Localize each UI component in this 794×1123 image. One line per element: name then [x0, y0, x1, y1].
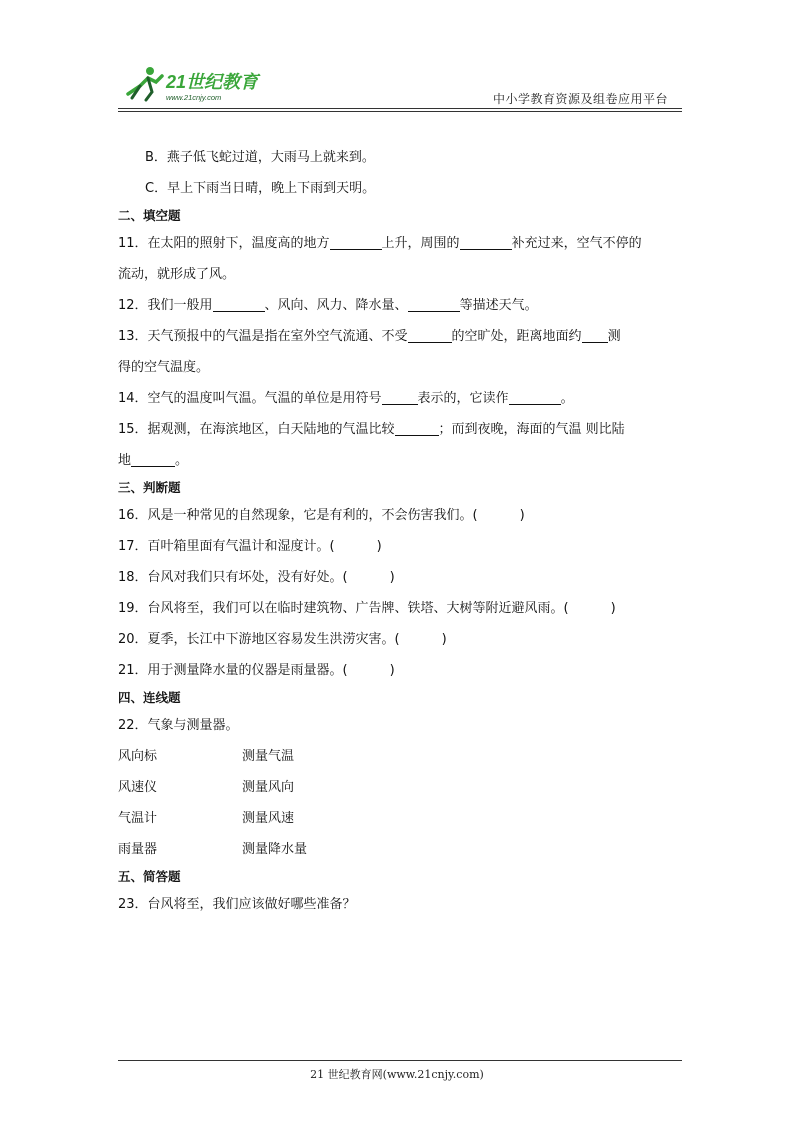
- question-13: 13．天气预报中的气温是指在室外空气流通、不受 的空旷处，距离地面约 测: [118, 329, 621, 344]
- match-right-item[interactable]: 测量气温: [242, 749, 295, 764]
- question-11-cont: 流动，就形成了风。: [118, 267, 236, 282]
- question-22: 22．气象与测量器。: [118, 718, 239, 733]
- question-18: 18．台风对我们只有坏处，没有好处。( ): [118, 570, 395, 585]
- page-footer: 21 世纪教育网(www.21cnjy.com): [310, 1068, 484, 1081]
- question-17: 17．百叶箱里面有气温计和湿度计。( ): [118, 539, 382, 554]
- match-left-item[interactable]: 风速仪: [118, 780, 158, 795]
- answer-blank[interactable]: [131, 451, 175, 467]
- answer-blank[interactable]: [213, 296, 265, 312]
- page-header: [118, 64, 682, 108]
- match-left-item[interactable]: 气温计: [118, 811, 158, 826]
- logo-url: www.21cnjy.com: [166, 93, 222, 102]
- answer-blank[interactable]: [382, 389, 418, 405]
- question-15-cont: 地 。: [118, 453, 189, 468]
- match-left-item[interactable]: 雨量器: [118, 842, 158, 857]
- answer-blank[interactable]: [395, 420, 439, 436]
- answer-blank[interactable]: [408, 327, 452, 343]
- logo-text: 21世纪教育: [166, 72, 259, 92]
- footer-divider: [118, 1060, 682, 1061]
- header-divider: [118, 108, 682, 109]
- logo-21cnjy: [118, 64, 288, 104]
- question-16: 16．风是一种常见的自然现象，它是有利的，不会伤害我们。( ): [118, 508, 525, 523]
- question-14: 14．空气的温度叫气温。气温的单位是用符号 表示的，它读作 。: [118, 391, 574, 406]
- match-right-item[interactable]: 测量风速: [242, 811, 295, 826]
- match-row: [118, 803, 688, 834]
- match-left-item[interactable]: 风向标: [118, 749, 158, 764]
- section-judge: 三、判断题: [118, 480, 181, 495]
- answer-blank[interactable]: [330, 234, 382, 250]
- match-right-item[interactable]: 测量风向: [242, 780, 295, 795]
- match-row: [118, 741, 688, 772]
- question-23: 23．台风将至，我们应该做好哪些准备？: [118, 897, 356, 912]
- match-row: [118, 834, 688, 865]
- match-right-item[interactable]: 测量降水量: [242, 842, 308, 857]
- question-11: 11．在太阳的照射下，温度高的地方 上升，周围的 补充过来，空气不停的: [118, 236, 642, 251]
- header-divider-thin: [118, 111, 682, 112]
- section-fill: 二、填空题: [118, 208, 181, 223]
- answer-blank[interactable]: [460, 234, 512, 250]
- answer-blank[interactable]: [509, 389, 561, 405]
- question-13-cont: 得的空气温度。: [118, 360, 210, 375]
- platform-title: 中小学教育资源及组卷应用平台: [492, 92, 668, 106]
- section-short: 五、简答题: [118, 869, 181, 884]
- option-b: B．燕子低飞蛇过道，大雨马上就来到。: [145, 150, 375, 165]
- question-15: 15．据观测，在海滨地区，白天陆地的气温比较 ；而到夜晚，海面的气温 则比陆: [118, 422, 625, 437]
- question-21: 21．用于测量降水量的仪器是雨量器。( ): [118, 663, 395, 678]
- section-match: 四、连线题: [118, 690, 181, 705]
- question-12: 12．我们一般用 、风向、风力、降水量、 等描述天气。: [118, 298, 538, 313]
- question-19: 19．台风将至，我们可以在临时建筑物、广告牌、铁塔、大树等附近避风雨。( ): [118, 601, 616, 616]
- match-row: [118, 772, 688, 803]
- question-20: 20．夏季，长江中下游地区容易发生洪涝灾害。( ): [118, 632, 447, 647]
- option-c: C．早上下雨当日晴，晚上下雨到天明。: [145, 181, 376, 196]
- answer-blank[interactable]: [582, 327, 608, 343]
- exam-content: [118, 142, 688, 920]
- answer-blank[interactable]: [408, 296, 460, 312]
